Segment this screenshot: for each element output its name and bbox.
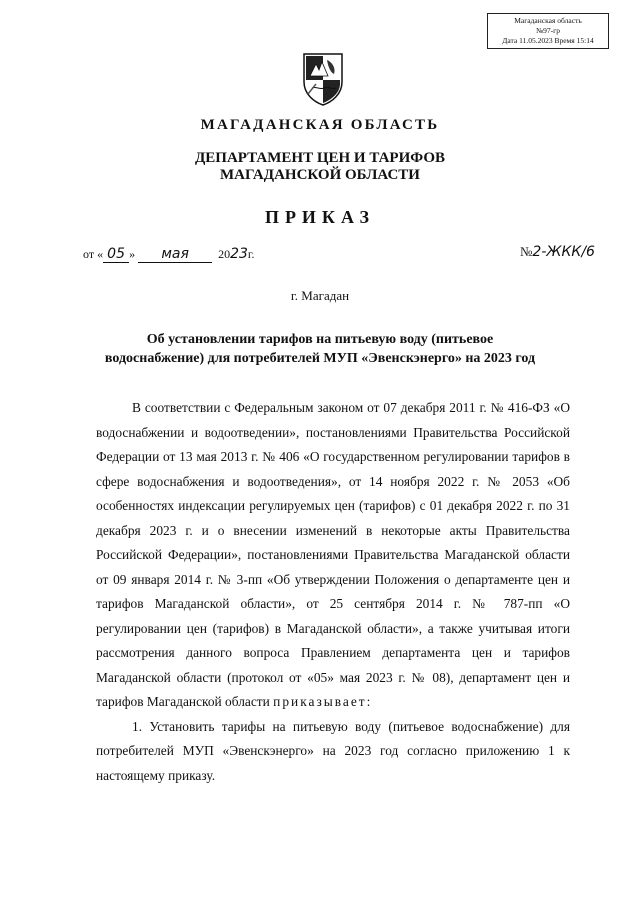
order-date [83, 246, 255, 263]
date-prefix: от « [83, 247, 104, 261]
order-item-1: 1. Установить тарифы на питьевую воду (питьевое водоснабжение) для потребителей МУП «Эвенскэнерго» на 2023 год согласно приложению 1 к настоящему приказу. [96, 718, 570, 783]
date-month: мая [138, 246, 212, 263]
registration-stamp [487, 13, 609, 49]
date-year-prefix: 20 [218, 247, 231, 261]
order-body [96, 396, 570, 788]
preamble-paragraph [96, 396, 570, 715]
order-title: ПРИКАЗ [264, 207, 376, 227]
number-value: 2-ЖКК/6 [532, 244, 595, 260]
department-heading [0, 150, 640, 184]
date-suffix: г. [247, 247, 255, 261]
stamp-line-3: Дата 11.05.2023 Время 15:14 [502, 36, 594, 45]
date-day: 05 [103, 246, 129, 263]
city-line: г. Магадан [290, 288, 350, 303]
department-line-1: ДЕПАРТАМЕНТ ЦЕН И ТАРИФОВ [194, 150, 445, 166]
region-heading: МАГАДАНСКАЯ ОБЛАСТЬ [200, 117, 440, 133]
stamp-line-1: Магаданская область [514, 16, 582, 25]
subject-line-1: Об установлении тарифов на питьевую воду (питьевое [146, 332, 494, 347]
order-number [520, 244, 595, 260]
preamble-decree-word: приказывает: [273, 694, 373, 709]
department-line-2: МАГАДАНСКОЙ ОБЛАСТИ [220, 167, 420, 183]
preamble-text: В соответствии с Федеральным законом от 07 декабря 2011 г. № 416-ФЗ «О водоснабжении и водоотведении», постановлениями Правительства Российской Федерации от 13 мая 2013 г. № 406 «О государственном регулировании тарифов в сфере водоснабжения и водоотведения», от 14 ноября 2022 г. № 2053 «Об особенностях индексации регулируемых цен (тарифов) с 01 декабря 2022 г. по 31 декабря 2023 г. и о внесении изменений в некоторые акты Правительства Российской Федерации», постановлениями Правительства Магаданской области от 09 января 2014 г. № 3-пп «Об утверждении Положения о департаменте цен и тарифов Магаданской области», от 25 сентября 2014 г. № 787-пп «О регулировании цен (тарифов) в Магаданской области», а также учитывая итоги рассмотрения данного вопроса Правлением департамента цен и тарифов Магаданской области (протокол от «05» мая 2023 г. № 08), департамент цен и тарифов Магаданской области [96, 400, 570, 709]
stamp-line-2: №97-гр [536, 26, 560, 35]
date-year-suffix: 23 [230, 246, 248, 262]
number-prefix: № [520, 244, 533, 259]
order-subject [0, 330, 640, 368]
magadan-coat-of-arms-icon [300, 52, 346, 106]
date-mid: » [129, 247, 139, 261]
subject-line-2: водоснабжение) для потребителей МУП «Эвенскэнерго» на 2023 год [104, 351, 536, 366]
